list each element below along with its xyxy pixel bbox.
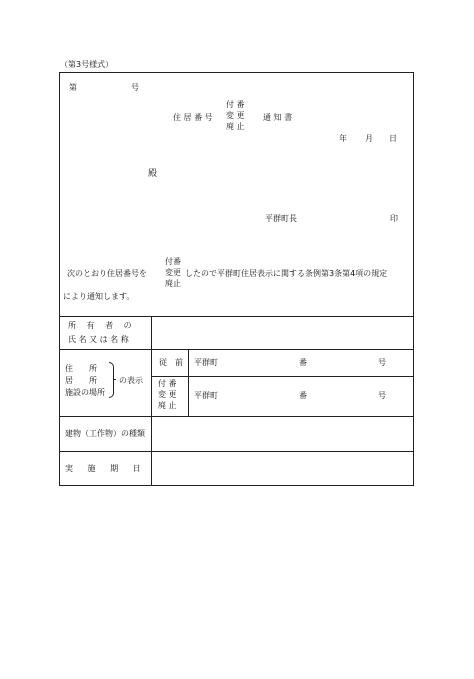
divider-building-date [59, 451, 414, 452]
address-label-jusho: 住 所 [65, 364, 97, 373]
after-go: 号 [378, 391, 386, 400]
change-option-fuban: 付 番 [158, 379, 177, 388]
form-number-label: （第3号様式） [60, 60, 114, 69]
address-brace [109, 362, 114, 398]
address-suffix: の表示 [119, 376, 143, 385]
body-kind-options [165, 258, 181, 288]
form-frame [59, 72, 414, 486]
body-text-after: したので平群町住居表示に関する条例第3条第4項の規定 [185, 269, 388, 278]
date-year-label: 年 [339, 134, 347, 143]
change-kind-options [158, 380, 177, 410]
address-brace-tip [113, 379, 116, 380]
change-option-haishi: 廃 止 [158, 401, 177, 410]
building-type-label: 建物（工作物）の種類 [65, 429, 145, 438]
date-month-label: 月 [365, 134, 373, 143]
body-text-line2: により通知します。 [63, 292, 135, 301]
divider-label-column [151, 316, 152, 486]
kind-option-fuban: 付 番 [226, 100, 245, 109]
issuer-name: 平群町長 [265, 214, 297, 223]
owner-label-line2: 氏 名 又 は 名 称 [68, 335, 129, 344]
after-ban: 番 [299, 391, 307, 400]
change-option-henkou: 変 更 [158, 390, 177, 399]
seal-mark: 印 [390, 214, 398, 223]
body-option-henkou: 変更 [165, 268, 181, 277]
owner-label-line1: 所 有 者 の [68, 321, 136, 330]
before-town: 平群町 [194, 358, 218, 367]
kind-option-haishi: 廃 止 [226, 122, 245, 131]
implementation-date-label: 実 施 期 日 [65, 464, 147, 473]
before-label: 従 前 [159, 358, 183, 367]
kind-option-henkou: 変 更 [226, 111, 245, 120]
divider-sublabel-column [188, 349, 189, 416]
divider-body-owner [59, 316, 414, 317]
address-label-kyosho: 居 所 [65, 376, 97, 385]
notice-title-prefix: 住 居 番 号 [173, 113, 213, 122]
notice-title-suffix: 通 知 書 [263, 113, 293, 122]
address-labels [65, 365, 105, 397]
body-text-before: 次のとおり住居番号を [67, 269, 147, 278]
address-label-shisetsu: 施設の場所 [65, 388, 105, 397]
body-option-haishi: 廃止 [165, 279, 181, 288]
before-ban: 番 [299, 358, 307, 367]
after-town: 平群町 [194, 391, 218, 400]
divider-owner-address [59, 349, 414, 350]
number-dai-label: 第 [69, 83, 77, 92]
divider-address-building [59, 416, 414, 417]
body-option-fuban: 付番 [165, 257, 181, 266]
addressee-dono: 殿 [148, 169, 158, 179]
before-go: 号 [378, 358, 386, 367]
divider-address-before-change [151, 376, 414, 377]
notice-kind-options [226, 101, 245, 131]
number-go-label: 号 [131, 83, 139, 92]
date-day-label: 日 [389, 134, 397, 143]
